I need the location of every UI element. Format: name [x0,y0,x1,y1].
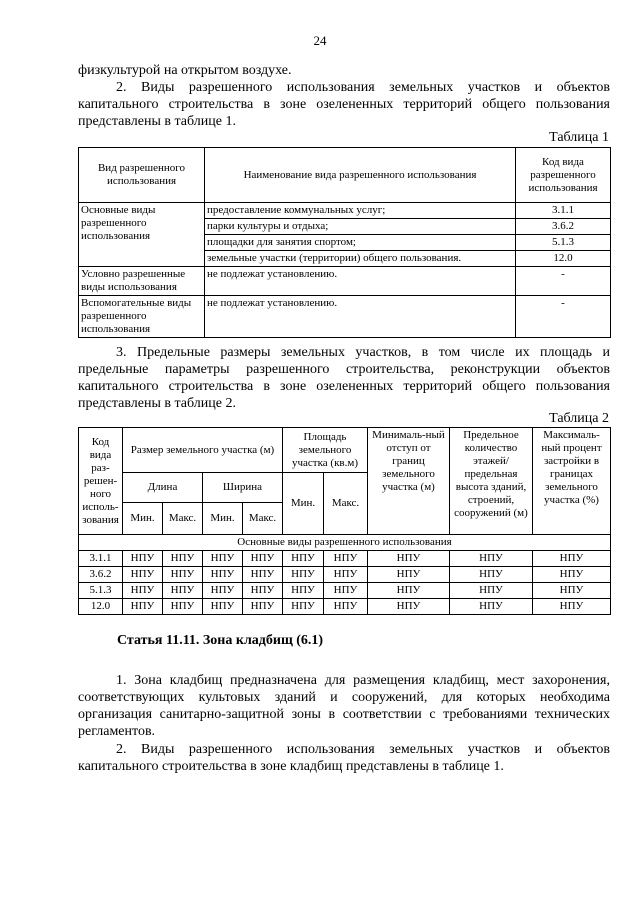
table2-caption: Таблица 2 [549,411,609,426]
table2-cell: НПУ [368,599,450,615]
table1-header-name: Наименование вида разрешенного использования [205,148,516,203]
table1-cell-name: предоставление коммунальных услуг; [205,203,516,219]
table2-cell: НПУ [533,567,611,583]
table-row [79,551,611,567]
table2-header-width-min: Мин. [203,503,243,535]
table2-cell: НПУ [283,599,324,615]
table2-cell: НПУ [243,599,283,615]
table2-cell: НПУ [368,583,450,599]
table-row [79,567,611,583]
paragraph-4: 1. Зона кладбищ предназначена для размещения кладбищ, мест захоронения, соответствующих культовых зданий и сооружений, для которых необходима организация санитарно-защитной зоны в соответствии с требованиями технических регламентов. [78,673,610,739]
table2-cell: НПУ [203,599,243,615]
paragraph-continuation: физкультурой на открытом воздухе. [78,63,292,78]
table2-cell: НПУ [203,583,243,599]
table1-cell-name: парки культуры и отдыха; [205,219,516,235]
table2-header-size: Размер земельного участка (м) [123,428,283,473]
table2-header-length-max: Макс. [163,503,203,535]
table1-cell-code: - [516,267,611,296]
table2-header-indent: Минималь-ный отступ от границ земельного участка (м) [368,428,450,535]
table2-cell: НПУ [123,551,163,567]
table2-cell: НПУ [203,567,243,583]
table-1 [78,147,611,338]
table2-header-code: Код вида раз-решен-ного исполь-зования [79,428,123,535]
table2-header-length: Длина [123,473,203,503]
table2-cell: 5.1.3 [79,583,123,599]
table2-header-width-max: Макс. [243,503,283,535]
table-row [79,599,611,615]
paragraph-5: 2. Виды разрешенного использования земельных участков и объектов капитального строительства в зоне кладбищ представлены в таблице 1. [78,742,610,774]
table2-cell: НПУ [368,551,450,567]
table2-header-row-1 [79,428,611,473]
table2-cell: 12.0 [79,599,123,615]
table1-cell-name: не подлежат установлению. [205,267,516,296]
table1-conditional-label: Условно разрешенные виды использования [79,267,205,296]
table2-header-area-max: Макс. [324,473,368,535]
table-row [79,583,611,599]
table1-header-type: Вид разрешенного использования [79,148,205,203]
table2-cell: НПУ [243,567,283,583]
table1-cell-code: - [516,296,611,338]
page-number: 24 [313,33,327,48]
table1-auxiliary-label: Вспомогательные виды разрешенного использования [79,296,205,338]
table2-cell: НПУ [533,583,611,599]
table2-section-row [79,535,611,551]
table2-cell: НПУ [163,567,203,583]
table2-cell: НПУ [324,599,368,615]
table2-cell: НПУ [324,567,368,583]
table2-cell: НПУ [123,583,163,599]
table1-main-label: Основные виды разрешенного использования [79,203,205,267]
table-row [79,203,611,219]
table2-header-width: Ширина [203,473,283,503]
table2-cell: НПУ [123,599,163,615]
paragraph-3: 3. Предельные размеры земельных участков, в том числе их площадь и предельные параметры разрешенного строительства, реконструкции объектов капитального строительства в зоне озелененных территорий общего пользования представлены в таблице 2. [78,345,610,411]
table2-cell: НПУ [283,551,324,567]
table1-cell-code: 3.6.2 [516,219,611,235]
table2-header-area: Площадь земельного участка (кв.м) [283,428,368,473]
table2-cell: НПУ [283,583,324,599]
table1-cell-name: земельные участки (территории) общего пользования. [205,251,516,267]
table-row [79,267,611,296]
table2-cell: НПУ [450,551,533,567]
table1-cell-code: 3.1.1 [516,203,611,219]
table2-cell: НПУ [324,551,368,567]
table2-cell: НПУ [533,551,611,567]
table2-cell: НПУ [163,599,203,615]
table1-cell-code: 12.0 [516,251,611,267]
table2-cell: НПУ [163,583,203,599]
table2-header-floors: Предельное количество этажей/ предельная высота зданий, строений, сооружений (м) [450,428,533,535]
paragraph-2: 2. Виды разрешенного использования земельных участков и объектов капитального строительства в зоне озелененных территорий общего пользования представлены в таблице 1. [78,80,610,129]
table2-cell: НПУ [533,599,611,615]
table1-caption: Таблица 1 [549,130,609,145]
table-2 [78,427,611,615]
table2-cell: НПУ [123,567,163,583]
table2-cell: НПУ [324,583,368,599]
table2-cell: НПУ [203,551,243,567]
table1-cell-name: не подлежат установлению. [205,296,516,338]
table2-cell: НПУ [450,599,533,615]
table2-cell: НПУ [368,567,450,583]
table2-section-label: Основные виды разрешенного использования [79,535,611,551]
table2-header-area-min: Мин. [283,473,324,535]
table2-cell: НПУ [243,551,283,567]
table2-cell: 3.1.1 [79,551,123,567]
table2-cell: 3.6.2 [79,567,123,583]
table-row [79,296,611,338]
table2-cell: НПУ [450,583,533,599]
table2-cell: НПУ [243,583,283,599]
table2-header-length-min: Мин. [123,503,163,535]
table2-cell: НПУ [450,567,533,583]
table1-cell-name: площадки для занятия спортом; [205,235,516,251]
table2-cell: НПУ [283,567,324,583]
table1-header-code: Код вида разрешенного использования [516,148,611,203]
table2-cell: НПУ [163,551,203,567]
section-heading: Статья 11.11. Зона кладбищ (6.1) [117,633,324,648]
table1-cell-code: 5.1.3 [516,235,611,251]
table1-header-row [79,148,611,203]
table2-header-percent: Максималь-ный процент застройки в границах земельного участка (%) [533,428,611,535]
